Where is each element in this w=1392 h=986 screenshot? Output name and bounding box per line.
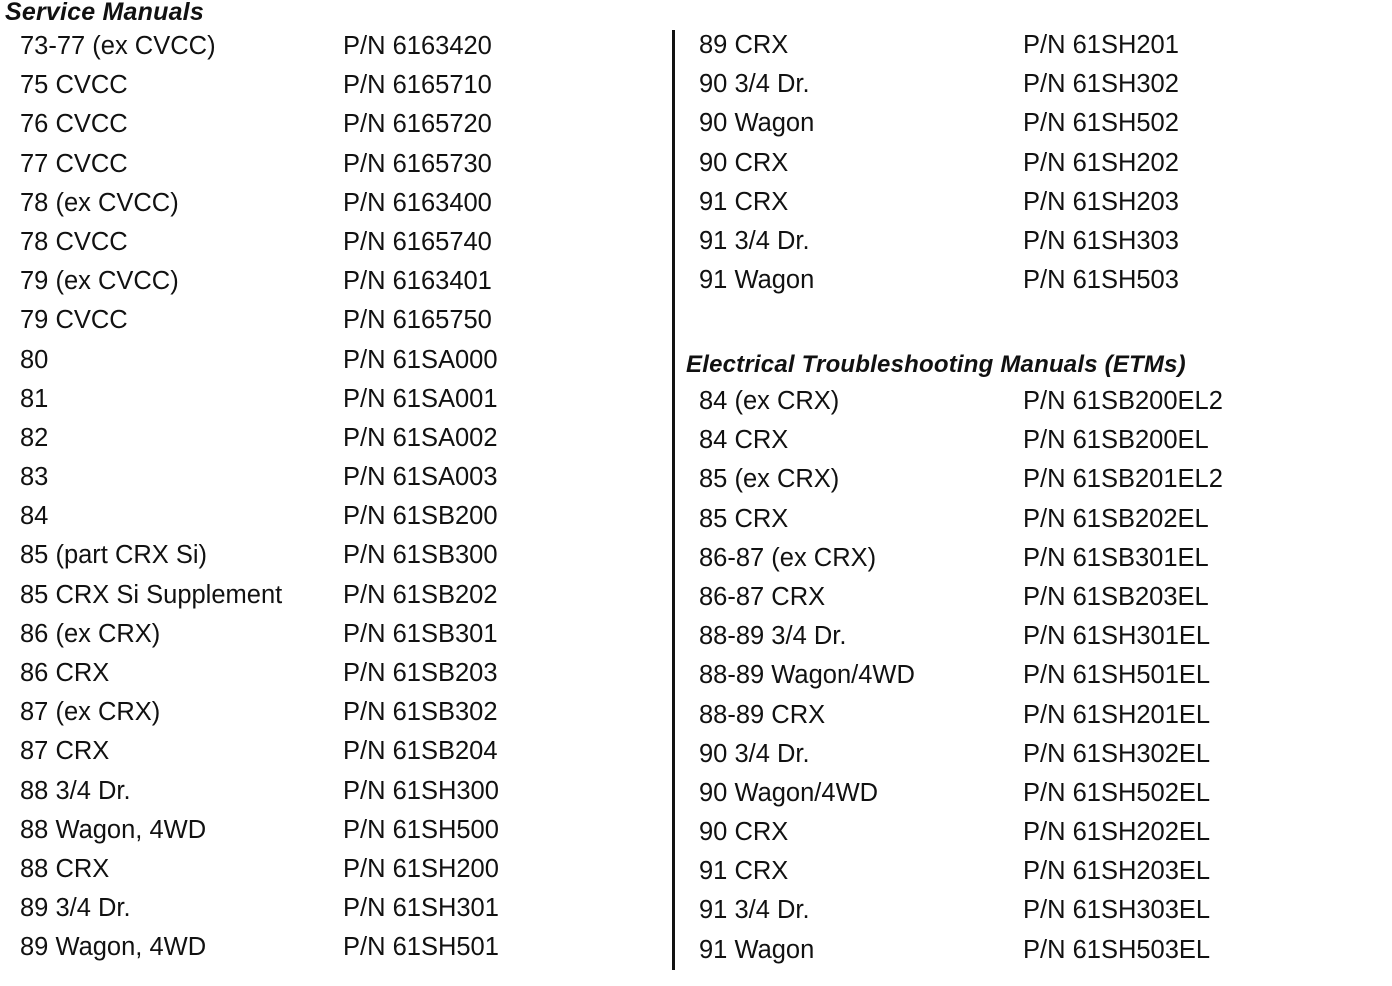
part-number: P/N 6165730 bbox=[343, 149, 492, 178]
model-label: 78 CVCC bbox=[20, 227, 128, 256]
part-number: P/N 6165740 bbox=[343, 227, 492, 256]
list-item bbox=[0, 463, 668, 502]
model-label: 90 CRX bbox=[699, 818, 789, 847]
list-item bbox=[0, 777, 668, 816]
part-number: P/N 61SH501EL bbox=[1023, 661, 1211, 690]
part-number: P/N 61SH200 bbox=[343, 854, 499, 883]
model-label: 91 3/4 Dr. bbox=[699, 896, 810, 925]
model-label: 85 (ex CRX) bbox=[699, 465, 840, 494]
model-label: 85 CRX Si Supplement bbox=[20, 580, 283, 609]
model-label: 77 CVCC bbox=[20, 149, 128, 178]
part-number: P/N 61SH502 bbox=[1023, 109, 1179, 138]
list-item bbox=[686, 896, 1386, 935]
list-item bbox=[686, 31, 1386, 70]
model-label: 84 (ex CRX) bbox=[699, 387, 840, 415]
list-item bbox=[686, 70, 1386, 109]
model-label: 90 3/4 Dr. bbox=[699, 739, 810, 768]
model-label: 86-87 (ex CRX) bbox=[699, 543, 877, 572]
part-number: P/N 61SB200EL2 bbox=[1023, 387, 1223, 415]
part-number: P/N 61SB204 bbox=[343, 737, 498, 766]
model-label: 79 CVCC bbox=[20, 306, 128, 335]
list-item bbox=[0, 737, 668, 776]
list-item bbox=[0, 855, 668, 894]
part-number: P/N 61SB300 bbox=[343, 541, 498, 570]
model-label: 89 CRX bbox=[699, 31, 789, 59]
list-item bbox=[0, 424, 668, 463]
model-label: 86 (ex CRX) bbox=[20, 619, 161, 648]
list-item bbox=[0, 502, 668, 541]
part-number: P/N 61SH201EL bbox=[1023, 700, 1211, 729]
model-label: 80 bbox=[20, 345, 49, 374]
list-item bbox=[686, 188, 1386, 227]
model-label: 91 3/4 Dr. bbox=[699, 226, 810, 255]
model-label: 89 Wagon, 4WD bbox=[20, 933, 207, 962]
part-number: P/N 61SH302EL bbox=[1023, 739, 1211, 768]
list-item bbox=[686, 701, 1386, 740]
part-number: P/N 61SB201EL2 bbox=[1023, 465, 1223, 494]
list-item bbox=[0, 894, 668, 933]
list-item bbox=[0, 228, 668, 267]
model-label: 88-89 CRX bbox=[699, 700, 826, 729]
part-number: P/N 61SH202EL bbox=[1023, 818, 1211, 847]
model-label: 91 CRX bbox=[699, 187, 789, 216]
model-label: 79 (ex CVCC) bbox=[20, 267, 179, 296]
model-label: 75 CVCC bbox=[20, 71, 128, 100]
part-number: P/N 61SB302 bbox=[343, 698, 498, 727]
list-item bbox=[686, 661, 1386, 700]
part-number: P/N 61SB301EL bbox=[1023, 543, 1209, 572]
part-number: P/N 61SB202EL bbox=[1023, 504, 1209, 533]
part-number: P/N 61SH503EL bbox=[1023, 935, 1211, 964]
list-item bbox=[686, 387, 1386, 426]
model-label: 82 bbox=[20, 423, 49, 452]
model-label: 88 Wagon, 4WD bbox=[20, 815, 207, 844]
list-item bbox=[0, 816, 668, 855]
part-number: P/N 61SA001 bbox=[343, 384, 498, 413]
list-item bbox=[686, 505, 1386, 544]
model-label: 84 bbox=[20, 502, 49, 531]
part-number: P/N 61SH502EL bbox=[1023, 778, 1211, 807]
part-number: P/N 61SH203EL bbox=[1023, 857, 1211, 886]
part-number: P/N 6163400 bbox=[343, 188, 492, 217]
list-item bbox=[0, 110, 668, 149]
list-item bbox=[686, 544, 1386, 583]
part-number: P/N 61SH301EL bbox=[1023, 622, 1211, 651]
part-number: P/N 61SB301 bbox=[343, 619, 498, 648]
model-label: 90 Wagon bbox=[699, 109, 815, 138]
part-number: P/N 61SB203EL bbox=[1023, 582, 1209, 611]
list-item bbox=[686, 936, 1386, 975]
list-item bbox=[686, 740, 1386, 779]
part-number: P/N 61SB202 bbox=[343, 580, 498, 609]
list-item bbox=[0, 385, 668, 424]
model-label: 90 Wagon/4WD bbox=[699, 778, 879, 807]
part-number: P/N 61SB200 bbox=[343, 502, 498, 531]
model-label: 89 3/4 Dr. bbox=[20, 894, 131, 923]
model-label: 73-77 (ex CVCC) bbox=[20, 32, 216, 60]
list-item bbox=[0, 306, 668, 345]
list-item bbox=[0, 659, 668, 698]
list-item bbox=[686, 227, 1386, 266]
model-label: 85 (part CRX Si) bbox=[20, 541, 208, 570]
model-label: 88-89 3/4 Dr. bbox=[699, 622, 847, 651]
part-number: P/N 6165750 bbox=[343, 306, 492, 335]
service-manuals-heading: Service Manuals bbox=[5, 0, 204, 26]
list-item bbox=[0, 32, 668, 71]
list-item bbox=[0, 267, 668, 306]
model-label: 86 CRX bbox=[20, 659, 110, 687]
part-number: P/N 61SH302 bbox=[1023, 70, 1179, 99]
part-number: P/N 61SH500 bbox=[343, 815, 499, 844]
list-item bbox=[686, 818, 1386, 857]
model-label: 91 Wagon bbox=[699, 935, 815, 964]
list-item bbox=[686, 109, 1386, 148]
part-number: P/N 61SH501 bbox=[343, 933, 499, 962]
list-item bbox=[0, 581, 668, 620]
part-number: P/N 61SH301 bbox=[343, 894, 499, 923]
part-number: P/N 61SH503 bbox=[1023, 266, 1179, 295]
model-label: 76 CVCC bbox=[20, 110, 128, 139]
list-item bbox=[686, 622, 1386, 661]
column-divider bbox=[672, 30, 675, 970]
list-item bbox=[686, 779, 1386, 818]
list-item bbox=[686, 266, 1386, 305]
model-label: 88-89 Wagon/4WD bbox=[699, 661, 915, 690]
part-number: P/N 6163401 bbox=[343, 267, 492, 296]
service-manuals-list-left bbox=[0, 32, 668, 973]
list-item bbox=[686, 149, 1386, 188]
model-label: 91 CRX bbox=[699, 857, 789, 886]
model-label: 88 CRX bbox=[20, 854, 110, 883]
part-number: P/N 61SH202 bbox=[1023, 148, 1179, 177]
model-label: 84 CRX bbox=[699, 426, 789, 455]
part-number: P/N 61SH303EL bbox=[1023, 896, 1211, 925]
part-number: P/N 61SH203 bbox=[1023, 187, 1179, 216]
service-manuals-list-right bbox=[686, 31, 1386, 305]
model-label: 85 CRX bbox=[699, 504, 789, 533]
list-item bbox=[686, 426, 1386, 465]
part-number: P/N 6165710 bbox=[343, 71, 492, 100]
list-item bbox=[0, 189, 668, 228]
model-label: 83 bbox=[20, 463, 49, 492]
list-item bbox=[0, 346, 668, 385]
model-label: 87 (ex CRX) bbox=[20, 698, 161, 727]
part-number: P/N 61SH201 bbox=[1023, 31, 1179, 59]
list-item bbox=[0, 541, 668, 580]
model-label: 91 Wagon bbox=[699, 266, 815, 295]
model-label: 87 CRX bbox=[20, 737, 110, 766]
list-item bbox=[686, 583, 1386, 622]
list-item bbox=[0, 933, 668, 972]
model-label: 78 (ex CVCC) bbox=[20, 188, 179, 217]
model-label: 90 CRX bbox=[699, 148, 789, 177]
part-number: P/N 61SH303 bbox=[1023, 226, 1179, 255]
etm-heading: Electrical Troubleshooting Manuals (ETMs) bbox=[686, 351, 1186, 378]
list-item bbox=[686, 465, 1386, 504]
part-number: P/N 6163420 bbox=[343, 32, 492, 60]
list-item bbox=[0, 71, 668, 110]
part-number: P/N 61SB200EL bbox=[1023, 426, 1209, 455]
part-number: P/N 61SH300 bbox=[343, 776, 499, 805]
etm-list bbox=[686, 387, 1386, 975]
list-item bbox=[686, 857, 1386, 896]
part-number: P/N 61SB203 bbox=[343, 659, 498, 687]
part-number: P/N 6165720 bbox=[343, 110, 492, 139]
model-label: 81 bbox=[20, 384, 49, 413]
list-item bbox=[0, 698, 668, 737]
model-label: 90 3/4 Dr. bbox=[699, 70, 810, 99]
part-number: P/N 61SA000 bbox=[343, 345, 498, 374]
list-item bbox=[0, 150, 668, 189]
part-number: P/N 61SA003 bbox=[343, 463, 498, 492]
model-label: 86-87 CRX bbox=[699, 582, 826, 611]
list-item bbox=[0, 620, 668, 659]
model-label: 88 3/4 Dr. bbox=[20, 776, 131, 805]
part-number: P/N 61SA002 bbox=[343, 423, 498, 452]
